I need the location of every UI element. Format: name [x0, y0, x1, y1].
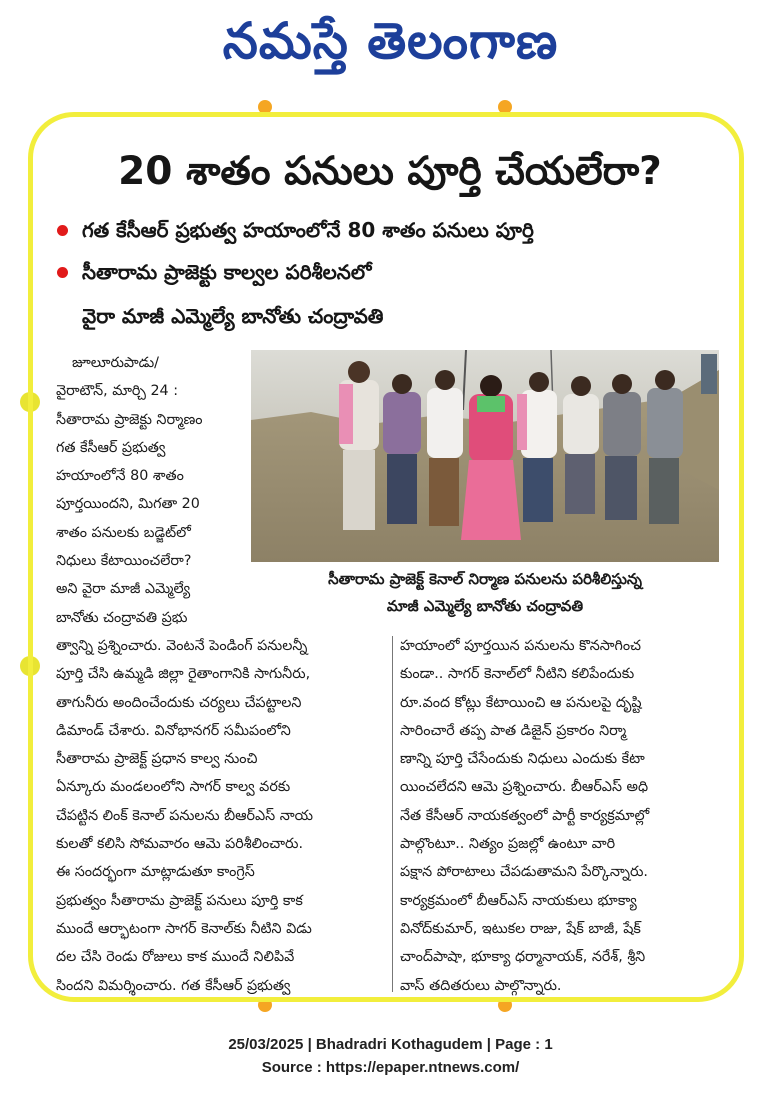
text-line: త్వాన్ని ప్రశ్నించారు. వెంటనే పెండింగ్ పనులన్నీ: [56, 638, 308, 654]
photo-caption-line: సీతారామ ప్రాజెక్ట్ కెనాల్ నిర్మాణ పనులను పరిశీలిస్తున్న: [328, 570, 642, 588]
text-line: చాంద్‌పాషా, భూక్యా ధర్మానాయక్, నరేశ్, శ్రీని: [400, 949, 646, 966]
text-line: గత కేసీఆర్ ప్రభుత్వ: [56, 439, 166, 456]
text-line: సారించారే తప్ప పాత డిజైన్ ప్రకారం నిర్మా: [400, 722, 627, 739]
text-line: సీతారామ ప్రాజెక్ట్ ప్రధాన కాల్వ నుంచి: [56, 751, 258, 768]
text-line: పాల్గొంటూ.. నిత్యం ప్రజల్లో ఉంటూ వారి: [400, 836, 616, 853]
photo-people-walking: [251, 350, 719, 562]
text-line: నిధులు కేటాయించలేరా?: [56, 553, 192, 570]
masthead: [0, 4, 781, 84]
text-line: రూ.వంద కోట్లు కేటాయించి ఆ పనులపై దృష్టి: [400, 694, 642, 711]
text-line: వాస్ తదితరులు పాల్గొన్నారు.: [400, 977, 562, 994]
bullet-point: వైరా మాజీ ఎమ్మెల్యే బానోతు చంద్రావతి: [82, 304, 384, 328]
footer-source-link[interactable]: Source : https://epaper.ntnews.com/: [261, 1059, 520, 1076]
text-line: కార్యక్రమంలో బీఆర్ఎస్ నాయకులు భూక్యా: [400, 892, 637, 909]
bullet-point: గత కేసీఆర్ ప్రభుత్వ హయాంలోనే 80 శాతం పనులు పూర్తి: [82, 218, 534, 242]
bullet-icon: [57, 225, 68, 236]
text-line: ఏన్కూరు మండలంలోని సాగర్ కాల్వ వరకు: [56, 779, 291, 796]
text-line: వినోద్‌కుమార్, ఇటుకల రాజు, షేక్ బాజీ, షేక్: [400, 920, 641, 937]
text-line: హయాంలో పూర్తయిన పనులను కొనసాగించ: [400, 638, 641, 654]
article-photo: [251, 350, 719, 562]
text-line: బానోతు చంద్రావతి ప్రభు: [56, 609, 188, 626]
text-line: కులతో కలిసి సోమవారం ఆమె పరిశీలించారు.: [56, 836, 303, 853]
text-line: ఈ సందర్భంగా మాట్లాడుతూ కాంగ్రెస్: [56, 864, 255, 881]
column-divider: [392, 636, 393, 992]
text-line: దల చేసి రెండు రోజులు కాక ముందే నిలిపివే: [56, 949, 295, 966]
article-column-3: [400, 632, 722, 1000]
bullet-point: సీతారామ ప్రాజెక్టు కాల్వల పరిశీలనలో: [82, 260, 372, 284]
article-headline: 20 శాతం పనులు పూర్తి చేయలేరా?: [118, 149, 662, 194]
text-line: నేత కేసీఆర్ నాయకత్వంలో పార్టీ కార్యక్రమాల్లో: [400, 807, 650, 824]
footer-date-edition: 25/03/2025 | Bhadradri Kothagudem | Page : 1: [228, 1036, 553, 1053]
text-line: జూలూరుపాడు/: [72, 355, 159, 371]
text-line: వైరాటౌన్, మార్చి 24 :: [56, 383, 179, 400]
text-line: సిందని విమర్శించారు. గత కేసీఆర్ ప్రభుత్వ: [56, 977, 291, 994]
text-line: యించలేదని ఆమె ప్రశ్నించారు. బీఆర్ఎస్ అధి: [400, 779, 649, 796]
text-line: ణాన్ని పూర్తి చేసేందుకు నిధులు ఎందుకు కేటా: [400, 751, 645, 768]
text-line: హయాంలోనే 80 శాతం: [56, 468, 184, 485]
photo-caption: [251, 566, 719, 620]
text-line: చేపట్టిన లింక్ కెనాల్ పనులను బీఆర్ఎస్ నాయ: [56, 807, 313, 824]
text-line: అని వైరా మాజీ ఎమ్మెల్యే: [56, 581, 191, 598]
text-line: శాతం పనులకు బడ్జెట్‌లో: [56, 524, 191, 541]
text-line: కుండా.. సాగర్ కెనాల్‌లో నీటిని కలిపేందుకు: [400, 666, 635, 683]
text-line: పూర్తి చేసి ఉమ్మడి జిల్లా రైతాంగానికి సాగునీరు,: [56, 666, 311, 683]
bullet-icon: [57, 267, 68, 278]
text-line: పక్షాన పోరాటాలు చేపడుతామని పేర్కొన్నారు.: [400, 864, 648, 881]
article-column-1: [56, 349, 244, 632]
article-column-2: [56, 632, 386, 1000]
text-line: ముందే ఆర్భాటంగా సాగర్ కెనాల్‌కు నీటిని విడు: [56, 920, 312, 937]
newspaper-title: నమస్తే తెలంగాణ: [222, 12, 559, 70]
text-line: డిమాండ్ చేశారు. వినోభానగర్ సమీపంలోని: [56, 722, 291, 739]
photo-caption-line: మాజీ ఎమ్మెల్యే బానోతు చంద్రావతి: [386, 597, 584, 615]
text-line: సీతారామ ప్రాజెక్టు నిర్మాణం: [56, 411, 203, 428]
text-line: ప్రభుత్వం సీతారామ ప్రాజెక్ట్ పనులు పూర్తి కాక: [56, 892, 303, 909]
text-line: పూర్తయిందని, మిగతా 20: [56, 496, 200, 513]
text-line: తాగునీరు అందించేందుకు చర్యలు చేపట్టాలని: [56, 694, 302, 711]
